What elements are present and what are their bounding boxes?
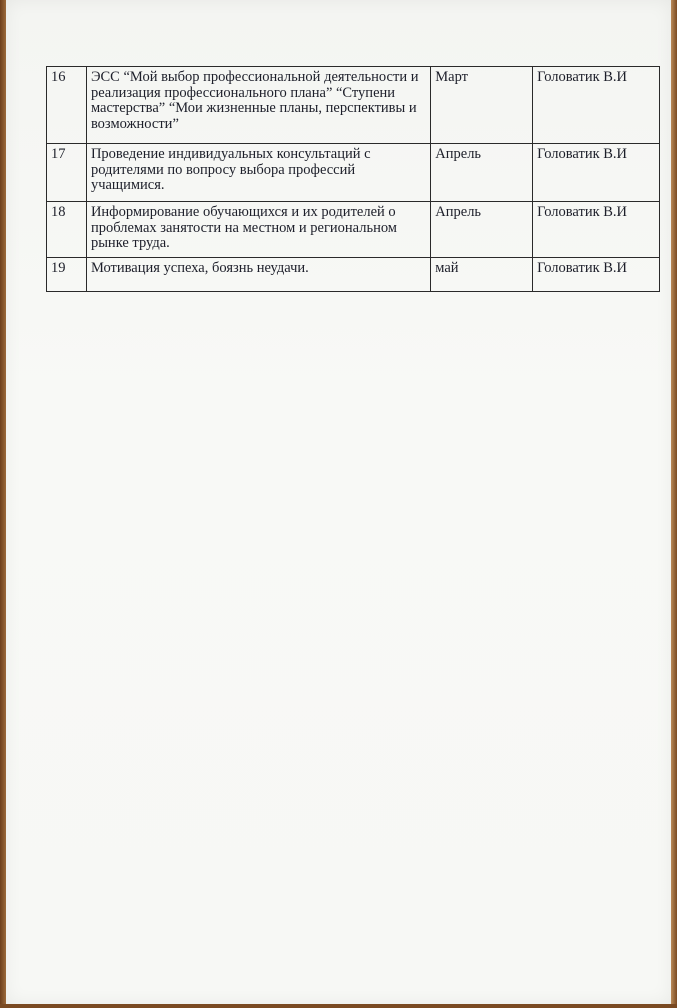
responsible-person: Головатик В.И <box>533 67 660 144</box>
activity-month: май <box>431 258 533 292</box>
row-number: 17 <box>47 144 87 202</box>
activity-description: Мотивация успеха, боязнь неудачи. <box>86 258 430 292</box>
row-number: 16 <box>47 67 87 144</box>
desk-edge-bottom <box>0 1004 677 1008</box>
activity-month: Апрель <box>431 144 533 202</box>
table-row <box>47 258 660 292</box>
responsible-person: Головатик В.И <box>533 202 660 258</box>
activity-plan-table <box>46 66 660 292</box>
table-row <box>47 144 660 202</box>
activity-description: Проведение индивидуальных консультаций с родителями по вопросу выбора профессий учащимися. <box>86 144 430 202</box>
activity-month: Март <box>431 67 533 144</box>
row-number: 19 <box>47 258 87 292</box>
activity-month: Апрель <box>431 202 533 258</box>
table-row <box>47 67 660 144</box>
activity-description: Информирование обучающихся и их родителей о проблемах занятости на местном и региональном рынке труда. <box>86 202 430 258</box>
responsible-person: Головатик В.И <box>533 258 660 292</box>
table-row <box>47 202 660 258</box>
desk-edge-right <box>671 0 677 1008</box>
row-number: 18 <box>47 202 87 258</box>
activity-description: ЭСС “Мой выбор профессиональной деятельности и реализация профессионального плана” “Ступени мастерства” “Мои жизненные планы, перспективы и возможности” <box>86 67 430 144</box>
responsible-person: Головатик В.И <box>533 144 660 202</box>
